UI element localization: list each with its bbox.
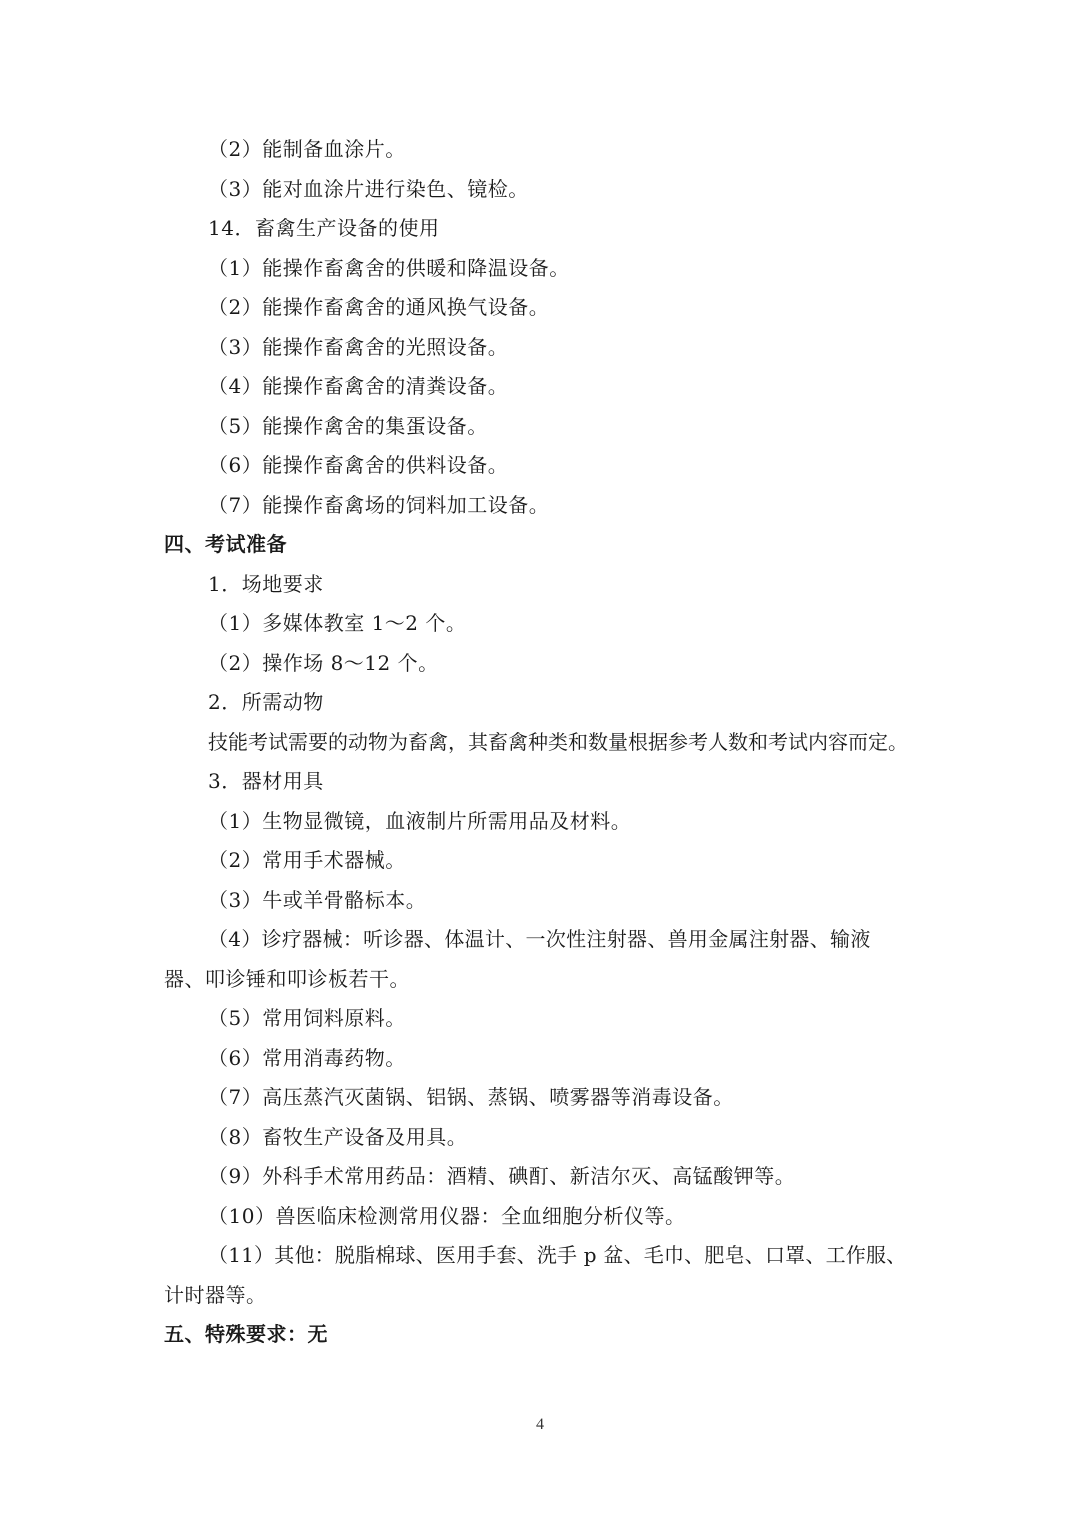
list-item: （5）能操作禽舍的集蛋设备。 [208,413,488,438]
list-item: （5）常用饲料原料。 [208,1006,406,1030]
numbered-subheading: 3．器材用具 [208,769,324,793]
list-item: （10）兽医临床检测常用仪器：全血细胞分析仪等。 [208,1203,686,1228]
list-item-continuation: 器、叩诊锤和叩诊板若干。 [164,966,410,991]
list-item: （1）生物显微镜，血液制片所需用品及材料。 [208,808,632,833]
list-item: （4）能操作畜禽舍的清粪设备。 [208,374,509,398]
list-item: （1）能操作畜禽舍的供暖和降温设备。 [208,255,570,280]
list-item: （7）高压蒸汽灭菌锅、铝锅、蒸锅、喷雾器等消毒设备。 [208,1085,734,1109]
list-item: （3）牛或羊骨骼标本。 [208,887,427,912]
paragraph: 技能考试需要的动物为畜禽，其畜禽种类和数量根据参考人数和考试内容而定。 [208,729,908,754]
list-item: （6）常用消毒药物。 [208,1045,406,1070]
list-item: （1）多媒体教室 1～2 个。 [208,611,467,635]
section-heading: 四、考试准备 [164,532,287,556]
list-item: （8）畜牧生产设备及用具。 [208,1124,468,1149]
list-item: （2）能操作畜禽舍的通风换气设备。 [208,295,550,319]
list-item: （2）能制备血涂片。 [208,137,406,161]
list-item: （11）其他：脱脂棉球、医用手套、洗手 p 盆、毛巾、肥皂、口罩、工作服、 [208,1243,907,1267]
list-item: （3）能操作畜禽舍的光照设备。 [208,334,509,359]
list-item: （4）诊疗器械：听诊器、体温计、一次性注射器、兽用金属注射器、输液 [208,927,871,951]
numbered-subheading: 14．畜禽生产设备的使用 [208,216,440,240]
list-item: （2）常用手术器械。 [208,848,406,872]
section-heading: 五、特殊要求：无 [164,1322,328,1346]
list-item: （7）能操作畜禽场的饲料加工设备。 [208,492,550,517]
list-item: （2）操作场 8～12 个。 [208,650,439,675]
page-number: 4 [536,1416,544,1433]
numbered-subheading: 1．场地要求 [208,571,324,596]
list-item: （6）能操作畜禽舍的供料设备。 [208,453,509,477]
page-content [164,130,924,1355]
list-item-continuation: 计时器等。 [164,1282,267,1307]
list-item: （9）外科手术常用药品：酒精、碘酊、新洁尔灭、高锰酸钾等。 [208,1164,796,1188]
list-item: （3）能对血涂片进行染色、镜检。 [208,176,529,201]
numbered-subheading: 2．所需动物 [208,690,324,714]
